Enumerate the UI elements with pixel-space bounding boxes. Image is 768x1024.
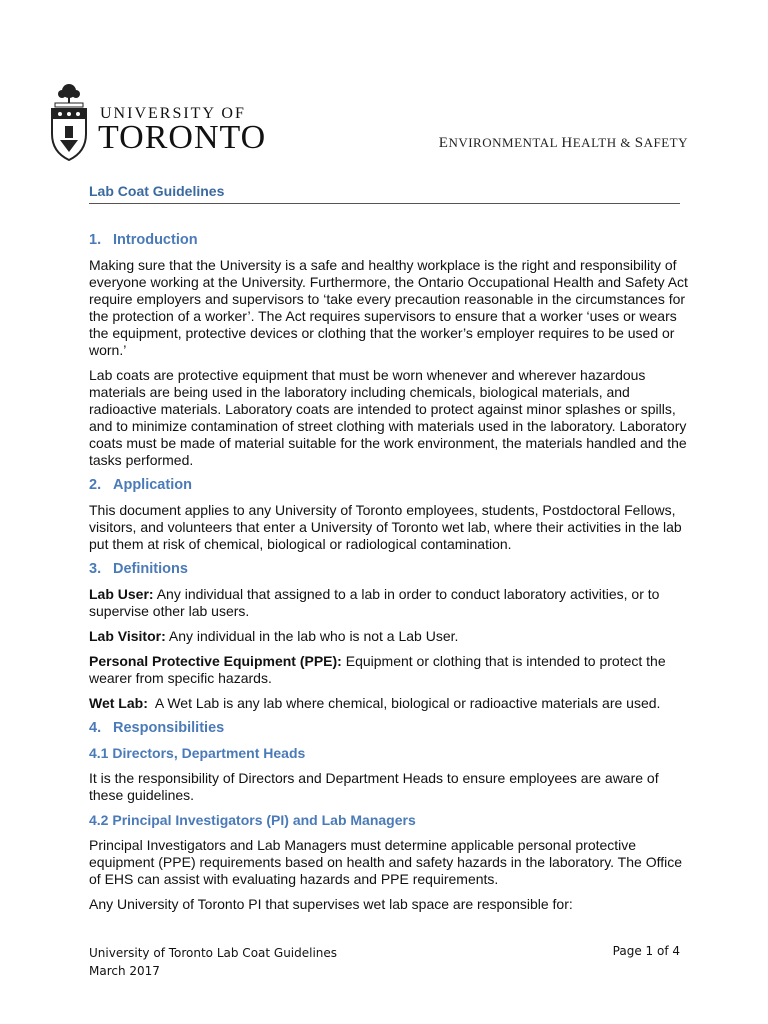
page-number: Page 1 of 4 xyxy=(612,944,680,958)
crest-icon xyxy=(48,82,90,162)
intro-paragraph-2: Lab coats are protective equipment that must be worn whenever and wherever hazardous materials are being used in the laboratory including chemicals, biological materials, and radioactive materials. Laboratory coats are intended to protect against minor splashes or spills, and to minimize contamination of street clothing with materials used in the laboratory. Laboratory coats must be made of material suitable for the work environment, the materials handled and the tasks performed. xyxy=(89,367,687,468)
footer-left xyxy=(89,944,337,980)
footer-date: March 2017 xyxy=(89,964,160,978)
footer-document-name: University of Toronto Lab Coat Guidelines xyxy=(89,946,338,960)
section-heading-responsibilities: 4. Responsibilities xyxy=(89,720,225,736)
section-heading-definitions: 3. Definitions xyxy=(89,561,188,577)
definition-lab-user: Lab User: Any individual that assigned to a lab in order to conduct laboratory activities, or to supervise other lab users. xyxy=(89,586,660,619)
pi-paragraph-1: Principal Investigators and Lab Managers must determine applicable personal protective equipment (PPE) requirements based on health and safety hazards in the laboratory. The Office of EHS can assist with evaluating hazards and PPE requirements. xyxy=(89,837,683,887)
application-paragraph: This document applies to any University of Toronto employees, students, Postdoctoral Fellows, visitors, and volunteers that enter a University of Toronto wet lab, where their activities in the lab put them at risk of chemical, biological or radiological contamination. xyxy=(89,502,682,552)
title-divider xyxy=(89,203,680,204)
definition-lab-visitor: Lab Visitor: Any individual in the lab who is not a Lab User. xyxy=(89,628,459,644)
intro-paragraph-1: Making sure that the University is a safe and healthy workplace is the right and responsibility of everyone working at the University. Furthermore, the Ontario Occupational Health and Safety Act require employers and supervisors to ‘take every precaution reasonable in the circumstances for the protection of a worker’. The Act requires supervisors to ensure that a worker ‘uses or wears the equipment, protective devices or clothing that the worker’s employer requires to be used or worn.’ xyxy=(89,257,688,358)
directors-paragraph: It is the responsibility of Directors and Department Heads to ensure employees are aware of these guidelines. xyxy=(89,770,659,803)
logo-university-of: UNIVERSITY OF xyxy=(100,105,246,122)
definition-wet-lab: Wet Lab: A Wet Lab is any lab where chemical, biological or radioactive materials are used. xyxy=(89,695,661,711)
subsection-heading-pi: 4.2 Principal Investigators (PI) and Lab Managers xyxy=(89,812,416,828)
section-heading-application: 2. Application xyxy=(89,477,192,493)
section-heading-introduction: 1. Introduction xyxy=(89,232,198,248)
pi-paragraph-2: Any University of Toronto PI that supervises wet lab space are responsible for: xyxy=(89,896,573,912)
department-name: ENVIRONMENTAL HEALTH & SAFETY xyxy=(438,135,688,151)
definition-ppe: Personal Protective Equipment (PPE): Equipment or clothing that is intended to protect the wearer from specific hazards. xyxy=(89,653,666,686)
document-body xyxy=(89,232,689,921)
university-logo xyxy=(48,82,268,162)
subsection-heading-directors: 4.1 Directors, Department Heads xyxy=(89,745,306,761)
logo-toronto: TORONTO xyxy=(98,119,267,156)
document-title: Lab Coat Guidelines xyxy=(89,183,225,199)
